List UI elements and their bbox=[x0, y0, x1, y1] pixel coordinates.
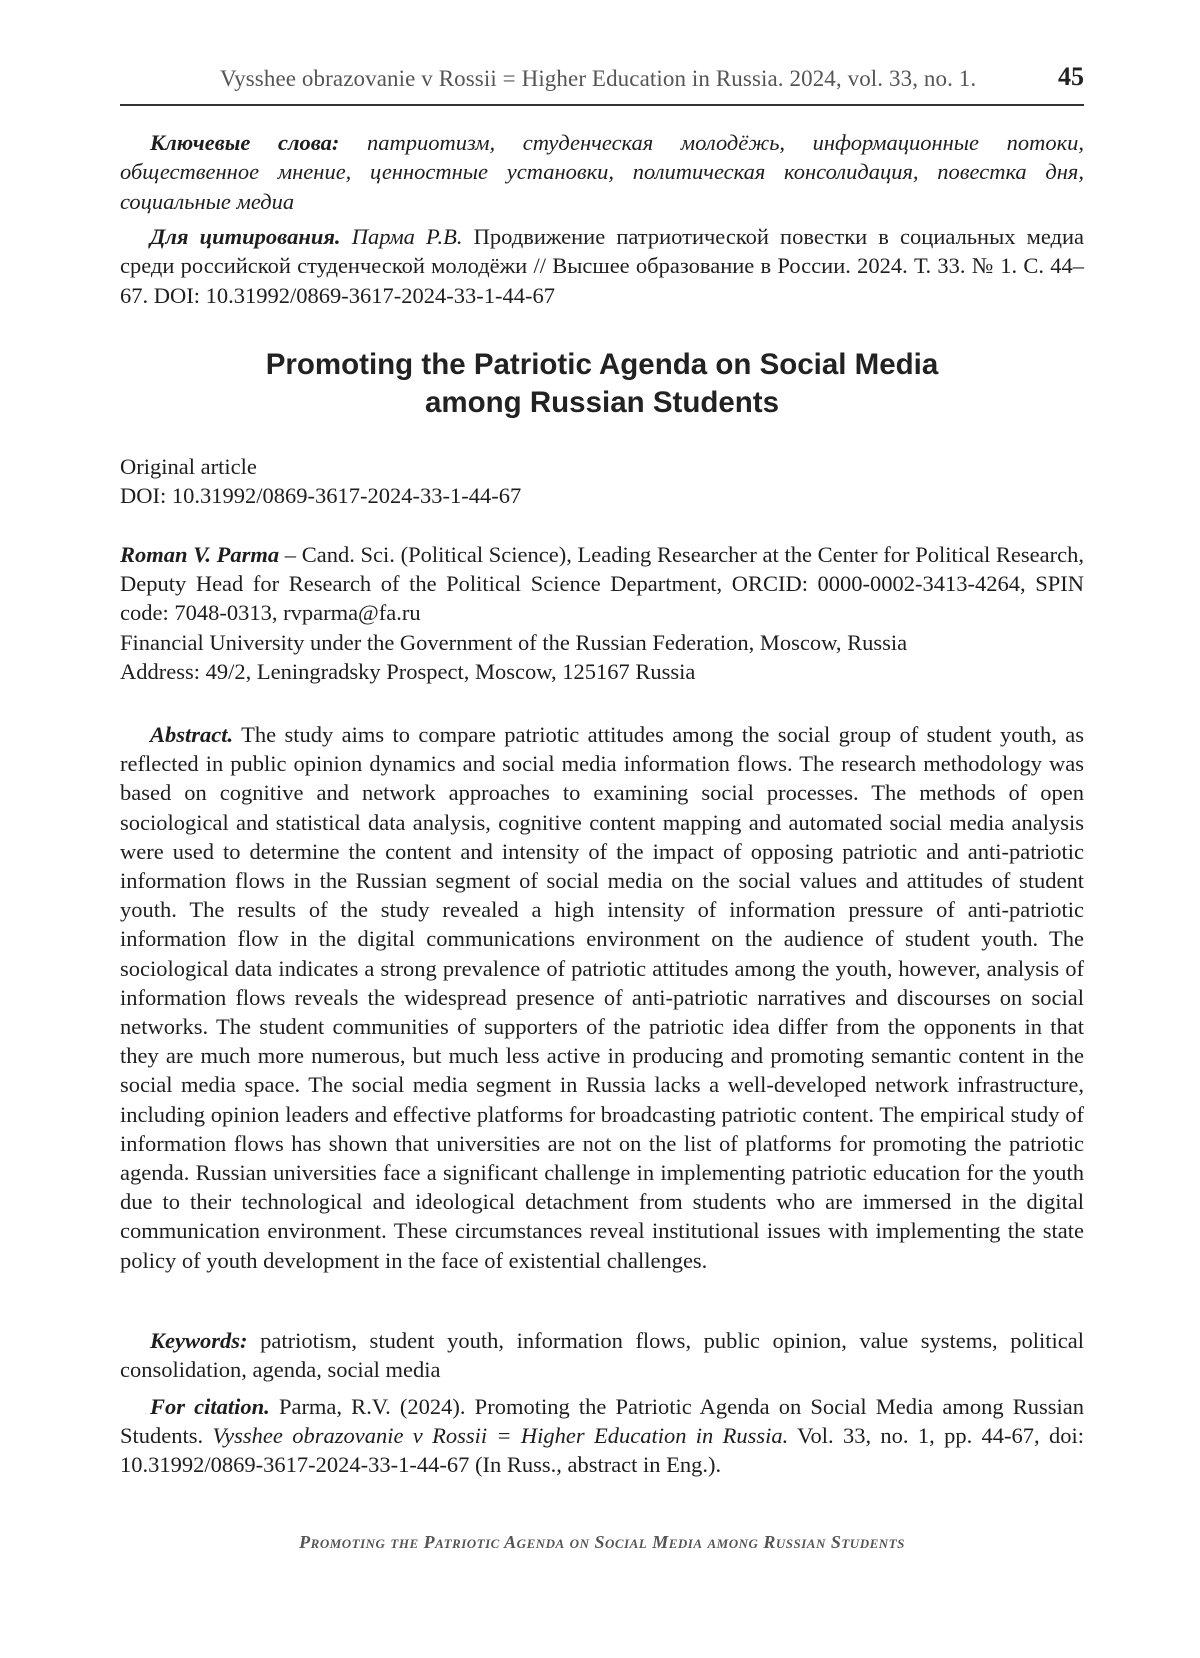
citation-en-label: For citation. bbox=[150, 1394, 270, 1419]
keywords-en-label: Keywords: bbox=[150, 1328, 248, 1353]
abstract bbox=[120, 720, 1084, 1275]
abstract-label: Abstract. bbox=[150, 722, 234, 747]
citation-ru bbox=[120, 222, 1084, 310]
keywords-en bbox=[120, 1326, 1084, 1384]
abstract-text: The study aims to compare patriotic attitudes among the social group of student youth, as reflected in public opinion dynamics and social media information flows. The research methodology was based on cognitive and network approaches to examining social processes. The methods of open sociological and statistical data analysis, cognitive content mapping and automated social media analysis were used to determine the content and intensity of the impact of opposing patriotic and anti-patriotic information flows in the Russian segment of social media on the social values and attitudes of student youth. The results of the study revealed a high intensity of information pressure of anti-patriotic information flow in the digital communications environment on the audience of student youth. The sociological data indicates a strong prevalence of patriotic attitudes among the youth, however, analysis of information flows reveals the widespread presence of anti-patriotic narratives and discourses on social networks. The student communities of supporters of the patriotic idea differ from the opponents in that they are much more numerous, but much less active in producing and promoting semantic content in the social media space. The social media segment in Russia lacks a well-developed network infrastructure, including opinion leaders and effective platforms for broadcasting patriotic content. The empirical study of information flows has shown that universities are not on the list of platforms for promoting the patriotic agenda. Russian universities face a significant challenge in implementing patriotic education for the youth due to their technological and ideological detachment from students who are immersed in the digital communication environment. These circumstances reveal institutional issues with implementing the state policy of youth development in the face of existential challenges. bbox=[120, 722, 1084, 1273]
running-header bbox=[120, 60, 1084, 104]
page-number: 45 bbox=[1058, 62, 1084, 91]
article-title bbox=[120, 346, 1084, 422]
article-title-line-2: among Russian Students bbox=[424, 386, 780, 419]
citation-en-journal: Vysshee obrazovanie v Rossii = Higher Education in Russia. bbox=[212, 1423, 789, 1449]
article-info bbox=[120, 452, 1084, 510]
header-rule bbox=[120, 104, 1084, 106]
author-description bbox=[120, 540, 1084, 628]
citation-ru-text: Продвижение патриотической повестки в социальных медиа среди российской студенческой молодёжи // Высшее образование в России. 2024. Т. 33. № 1. С. 44–67. DOI: 10.31992/0869-3617-2024-33-1-44-67 bbox=[120, 224, 1084, 308]
citation-en-text-2: Vol. 33, no. 1, pp. 44-67, doi: 10.31992/0869-3617-2024-33-1-44-67 (In Russ., abstract in Eng.). bbox=[120, 1423, 1084, 1478]
running-footer: Promoting the Patriotic Agenda on Social Media among Russian Students bbox=[299, 1532, 905, 1552]
journal-name: Vysshee obrazovanie v Rossii = Higher Education in Russia. 2024, vol. 33, no. 1. bbox=[220, 66, 977, 91]
author-block bbox=[120, 540, 1084, 686]
keywords-ru-label: Ключевые слова: bbox=[150, 130, 340, 155]
citation-ru-label: Для цитирования. bbox=[150, 224, 341, 249]
author-address: Address: 49/2, Leningradsky Prospect, Moscow, 125167 Russia bbox=[120, 658, 696, 684]
keywords-ru-text: патриотизм, студенческая молодёжь, информационные потоки, общественное мнение, ценностные установки, политическая консолидация, повестка дня, социальные медиа bbox=[120, 130, 1084, 214]
author-affiliation: Financial University under the Government of the Russian Federation, Moscow, Russia bbox=[120, 629, 908, 655]
keywords-ru bbox=[120, 128, 1084, 216]
citation-en bbox=[120, 1392, 1084, 1480]
citation-ru-author: Парма Р.В. bbox=[340, 224, 463, 249]
author-name: Roman V. Parma bbox=[120, 542, 280, 567]
citation-en-text-1: Parma, R.V. (2024). Promoting the Patriotic Agenda on Social Media among Russian Students. bbox=[120, 1394, 1084, 1449]
author-details: – Cand. Sci. (Political Science), Leading Researcher at the Center for Political Research, Deputy Head for Research of the Political Science Department, ORCID: 0000-0002-3413-4264, SPIN code: 7048-0313, rvparma@fa.ru bbox=[120, 542, 1084, 626]
keywords-en-text: patriotism, student youth, information flows, public opinion, value systems, political consolidation, agenda, social media bbox=[120, 1328, 1084, 1383]
article-title-line-1: Promoting the Patriotic Agenda on Social Media bbox=[265, 348, 939, 381]
article-doi: DOI: 10.31992/0869-3617-2024-33-1-44-67 bbox=[120, 483, 522, 508]
article-type: Original article bbox=[120, 454, 257, 479]
